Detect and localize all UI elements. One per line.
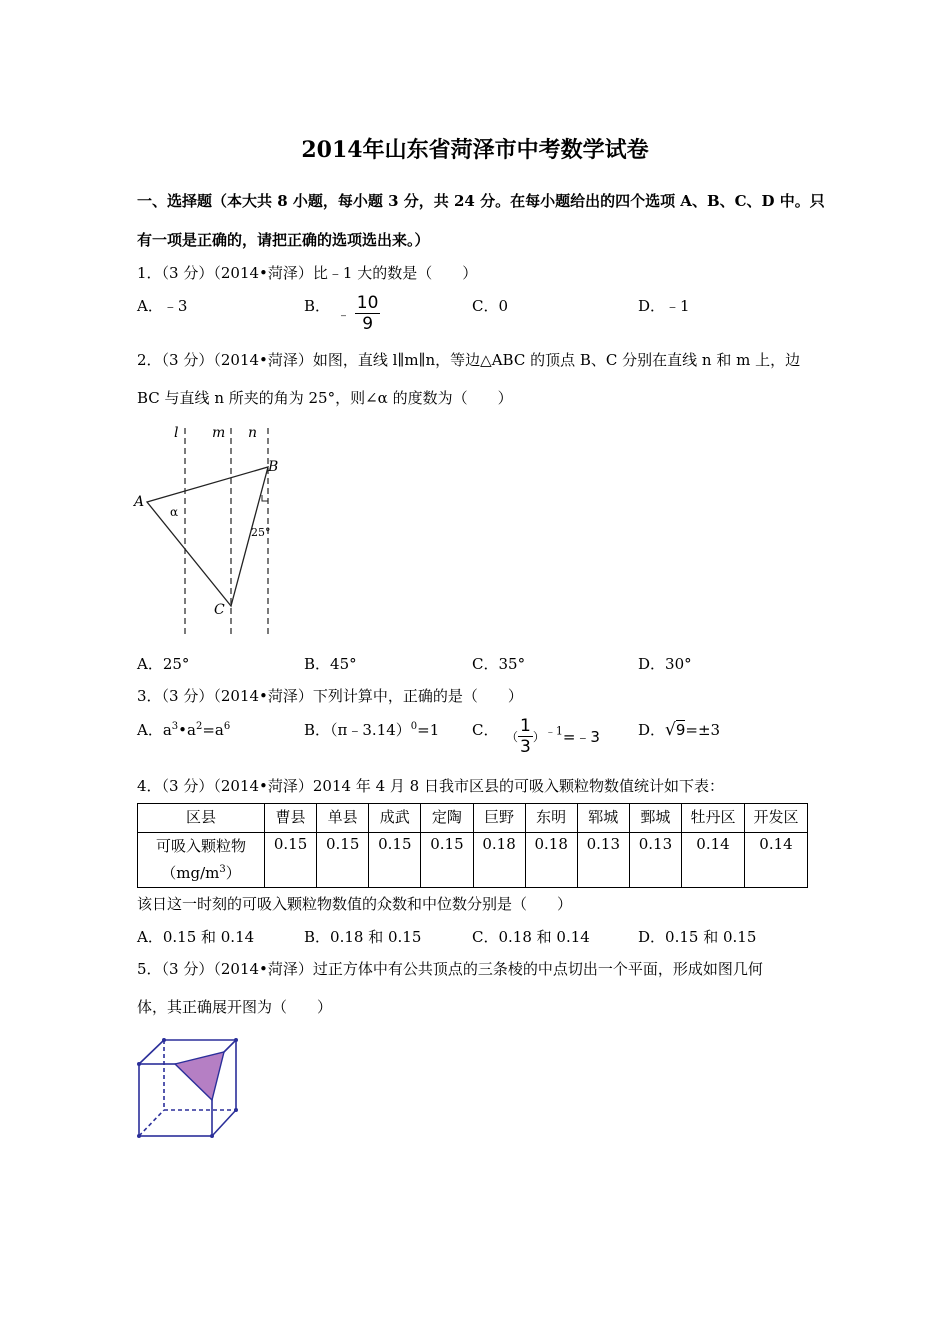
- fraction-denominator: 9: [362, 314, 374, 334]
- q5-stem-line-2: 体，其正确展开图为（ ）: [137, 998, 333, 1016]
- row-label-close: ）: [225, 864, 241, 882]
- label-c: C: [214, 602, 225, 618]
- q3-a-exp3: 6: [223, 721, 231, 732]
- particulate-table: [137, 803, 808, 888]
- row-label-exp: 3: [219, 864, 226, 875]
- table-cell: 0.15: [317, 833, 369, 888]
- table-header-cell: 牡丹区: [682, 804, 745, 833]
- q3-option-c: [506, 716, 600, 757]
- q3-a-mid: •a: [178, 721, 196, 739]
- q3-a-exp1: 3: [171, 721, 179, 732]
- vertex-dot: [137, 1134, 141, 1138]
- table-header-cell: 鄄城: [629, 804, 681, 833]
- q1-option-b: [304, 295, 330, 316]
- q3-a-label: A．: [137, 721, 163, 739]
- q3-option-a: [137, 719, 230, 740]
- q3-a-exp2: 2: [195, 721, 203, 732]
- table-header-cell: 东明: [525, 804, 577, 833]
- q3-c-exp: ﹣1: [544, 724, 563, 738]
- table-cell: 0.14: [745, 833, 808, 888]
- table-header-cell: 区县: [138, 804, 265, 833]
- table-cell: 0.18: [525, 833, 577, 888]
- table-cell: 0.15: [369, 833, 421, 888]
- table-cell: 0.18: [473, 833, 525, 888]
- q3-b-exp: 0: [410, 721, 418, 732]
- angle-mark: [262, 495, 268, 501]
- fraction: [355, 293, 381, 334]
- table-cell: 0.13: [629, 833, 681, 888]
- row-label-unit: （mg/m: [161, 864, 220, 882]
- table-header-cell: 曹县: [265, 804, 317, 833]
- section-heading-line-1: 一、选择题（本大共 8 小题，每小题 3 分，共 24 分。在每小题给出的四个选项 A、B、C、D 中。只: [137, 192, 825, 210]
- row-label-line-2: [140, 862, 262, 883]
- q1-option-d: D．﹣1: [638, 297, 690, 315]
- table-header-cell: 成武: [369, 804, 421, 833]
- page-title: 2014年山东省菏泽市中考数学试卷: [301, 137, 649, 163]
- label-b: B: [268, 459, 279, 475]
- q3-b-tail: =1: [417, 721, 440, 739]
- q3-d-label: D．: [638, 721, 666, 739]
- fraction-numerator: 10: [356, 293, 379, 313]
- table-header-cell: 单县: [317, 804, 369, 833]
- row-label-line-1: 可吸入颗粒物: [155, 837, 246, 855]
- q4-option-a: A．0.15 和 0.14: [137, 928, 255, 946]
- q3-a-eq: =a: [202, 721, 224, 739]
- q3-option-b: [304, 719, 439, 740]
- q3-c-close: ）: [532, 730, 545, 744]
- q1-option-a: A．﹣3: [137, 297, 188, 315]
- table-header-cell: 开发区: [745, 804, 808, 833]
- q2-option-c: C．35°: [472, 655, 526, 673]
- label-m: m: [212, 425, 226, 441]
- vertex-dot: [210, 1134, 214, 1138]
- table-header-row: [138, 804, 808, 833]
- q1-b-sign: ﹣: [337, 308, 351, 323]
- table-row: [138, 833, 808, 888]
- table-cell: 0.15: [421, 833, 473, 888]
- q3-c-open: （: [506, 730, 519, 744]
- q3-d-tail: =±3: [685, 721, 721, 739]
- q2-stem-line-2: BC 与直线 n 所夹的角为 25°，则∠α 的度数为（ ）: [137, 389, 513, 407]
- table-cell: 0.13: [577, 833, 629, 888]
- fraction-denominator: 3: [520, 737, 531, 757]
- cube-hidden-diagonal: [139, 1110, 164, 1136]
- fraction: [518, 716, 533, 757]
- q1-option-b-label: B．: [304, 297, 331, 315]
- cube-bottom-right-edge: [212, 1110, 236, 1136]
- cube-top-left-edge: [139, 1040, 164, 1064]
- q3-d-radicand: 9: [675, 721, 686, 739]
- table-header-cell: 郓城: [577, 804, 629, 833]
- label-l: l: [174, 425, 179, 441]
- q4-question: 该日这一时刻的可吸入颗粒物数值的众数和中位数分别是（ ）: [137, 895, 573, 913]
- label-alpha: α: [170, 505, 179, 519]
- label-a: A: [134, 494, 145, 510]
- q2-option-a: A．25°: [137, 655, 190, 673]
- table-cell: 0.15: [265, 833, 317, 888]
- section-heading-line-2: 有一项是正确的，请把正确的选项选出来。）: [137, 231, 430, 249]
- q1-option-c: C．0: [472, 297, 509, 315]
- triangle-abc: [147, 467, 268, 606]
- table-header-cell: 定陶: [421, 804, 473, 833]
- q3-b-main: B．（π﹣3.14）: [304, 721, 411, 739]
- table-row-label: [138, 833, 265, 888]
- q5-cube-figure: [130, 1032, 245, 1144]
- q1-option-b-fraction: [337, 293, 380, 334]
- q4-option-c: C．0.18 和 0.14: [472, 928, 590, 946]
- label-angle: 25°: [251, 526, 271, 539]
- fraction-numerator: 1: [520, 716, 531, 736]
- q4-option-b: B．0.18 和 0.15: [304, 928, 422, 946]
- q3-c-tail: =﹣3: [562, 728, 600, 746]
- q1-stem: 1．（3 分）（2014•菏泽）比﹣1 大的数是（ ）: [137, 264, 478, 282]
- q3-a-base: a: [162, 721, 172, 739]
- vertex-dot: [162, 1038, 166, 1042]
- q4-option-d: D．0.15 和 0.15: [638, 928, 757, 946]
- q4-stem: 4．（3 分）（2014•菏泽）2014 年 4 月 8 日我市区县的可吸入颗粒物数值统计如下表：: [137, 777, 724, 795]
- table-cell: 0.14: [682, 833, 745, 888]
- cut-triangle-face: [175, 1052, 224, 1100]
- q3-option-d: [638, 719, 720, 740]
- label-n: n: [248, 425, 258, 441]
- q3-option-c-label: C．: [472, 721, 499, 739]
- q2-figure: [130, 420, 290, 642]
- q2-stem-line-1: 2．（3 分）（2014•菏泽）如图，直线 l∥m∥n，等边△ABC 的顶点 B、C 分别在直线 n 和 m 上，边: [137, 351, 801, 369]
- q3-stem: 3．（3 分）（2014•菏泽）下列计算中，正确的是（ ）: [137, 687, 523, 705]
- q2-option-b: B．45°: [304, 655, 357, 673]
- vertex-dot: [234, 1038, 238, 1042]
- table-header-cell: 巨野: [473, 804, 525, 833]
- q2-option-d: D．30°: [638, 655, 692, 673]
- vertex-dot: [137, 1062, 141, 1066]
- q5-stem-line-1: 5．（3 分）（2014•菏泽）过正方体中有公共顶点的三条棱的中点切出一个平面，形成如图几何: [137, 960, 763, 978]
- vertex-dot: [234, 1108, 238, 1112]
- sqrt-icon: √: [665, 720, 676, 740]
